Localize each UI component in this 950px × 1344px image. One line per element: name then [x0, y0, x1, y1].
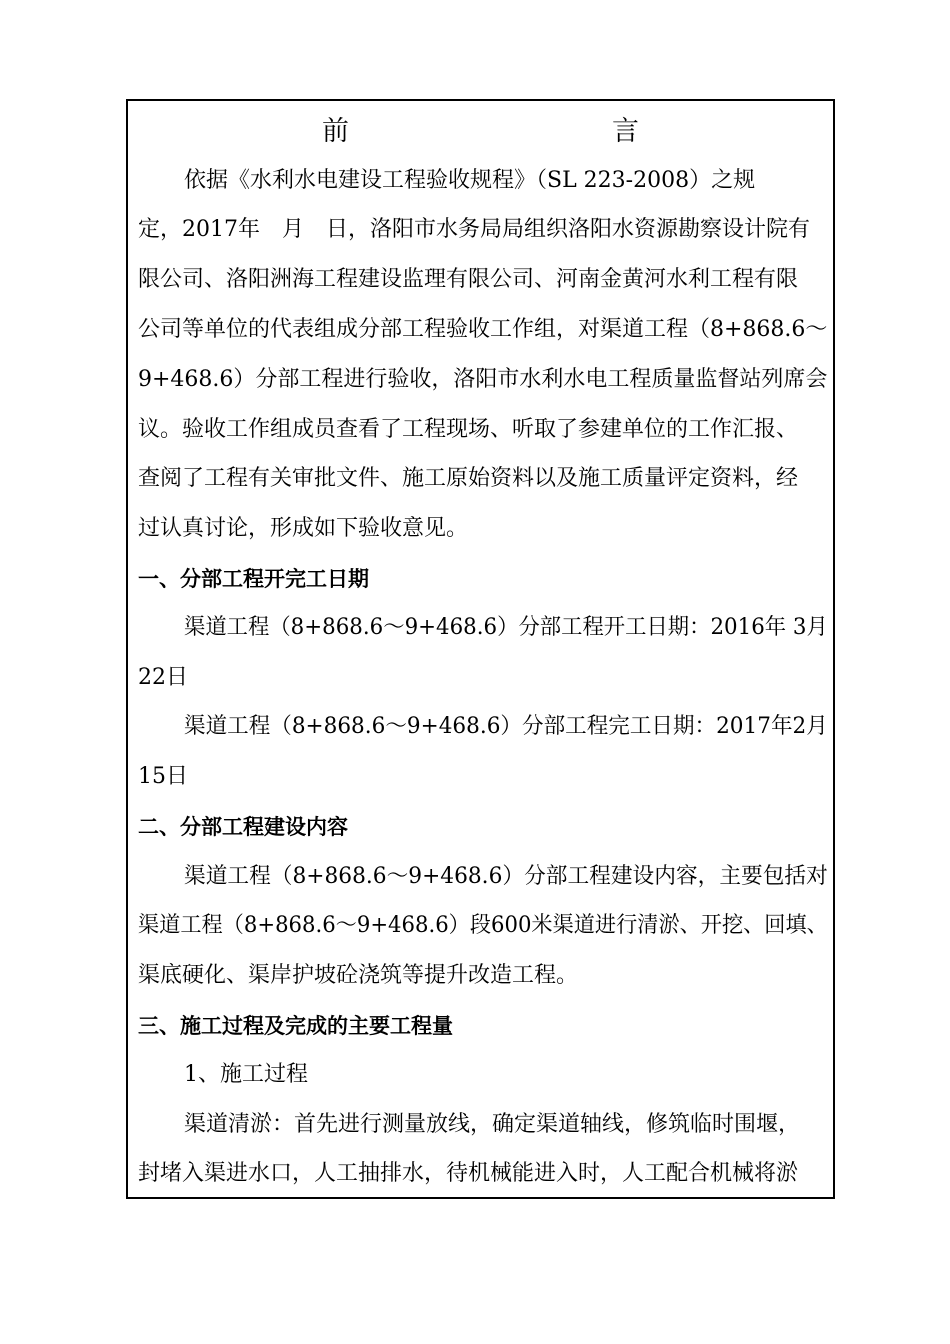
intro-line-1: 依据《水利水电建设工程验收规程》（SL 223-2008）之规 [184, 168, 756, 193]
intro-line-2: 定，2017年 月 日，洛阳市水务局局组织洛阳水资源勘察设计院有 [138, 217, 810, 242]
intro-line-8: 过认真讨论，形成如下验收意见。 [138, 516, 469, 541]
section-2-line-3: 渠底硬化、渠岸护坡砼浇筑等提升改造工程。 [138, 963, 579, 988]
section-2-heading: 二、分部工程建设内容 [138, 815, 348, 839]
intro-line-4: 公司等单位的代表组成分部工程验收工作组，对渠道工程（8+868.6～ [138, 317, 828, 342]
section-2-line-1: 渠道工程（8+868.6～9+468.6）分部工程建设内容，主要包括对 [184, 864, 828, 889]
intro-line-3: 限公司、洛阳洲海工程建设监理有限公司、河南金黄河水利工程有限 [138, 267, 799, 292]
section-3-heading: 三、施工过程及完成的主要工程量 [138, 1014, 453, 1038]
section-3-line-2: 封堵入渠进水口，人工抽排水，待机械能进入时，人工配合机械将淤 [138, 1161, 799, 1186]
intro-line-7: 查阅了工程有关审批文件、施工原始资料以及施工质量评定资料，经 [138, 466, 799, 491]
intro-line-6: 议。验收工作组成员查看了工程现场、听取了参建单位的工作汇报、 [138, 417, 799, 442]
start-date-line-2: 22日 [138, 665, 188, 690]
section-3-subheading: 1、施工过程 [184, 1062, 308, 1087]
end-date-line-1: 渠道工程（8+868.6～9+468.6）分部工程完工日期：2017年2月 [184, 714, 828, 739]
section-1-heading: 一、分部工程开完工日期 [138, 567, 369, 591]
section-2-line-2: 渠道工程（8+868.6～9+468.6）段600米渠道进行清淤、开挖、回填、 [138, 913, 828, 938]
page-title: 前 言 [322, 116, 757, 147]
start-date-line-1: 渠道工程（8+868.6～9+468.6）分部工程开工日期：2016年 3月 [184, 615, 828, 640]
document-frame [126, 99, 835, 1199]
intro-line-5: 9+468.6）分部工程进行验收，洛阳市水利水电工程质量监督站列席会 [138, 367, 828, 392]
end-date-line-2: 15日 [138, 764, 188, 789]
section-3-line-1: 渠道清淤：首先进行测量放线，确定渠道轴线，修筑临时围堰， [184, 1112, 801, 1137]
